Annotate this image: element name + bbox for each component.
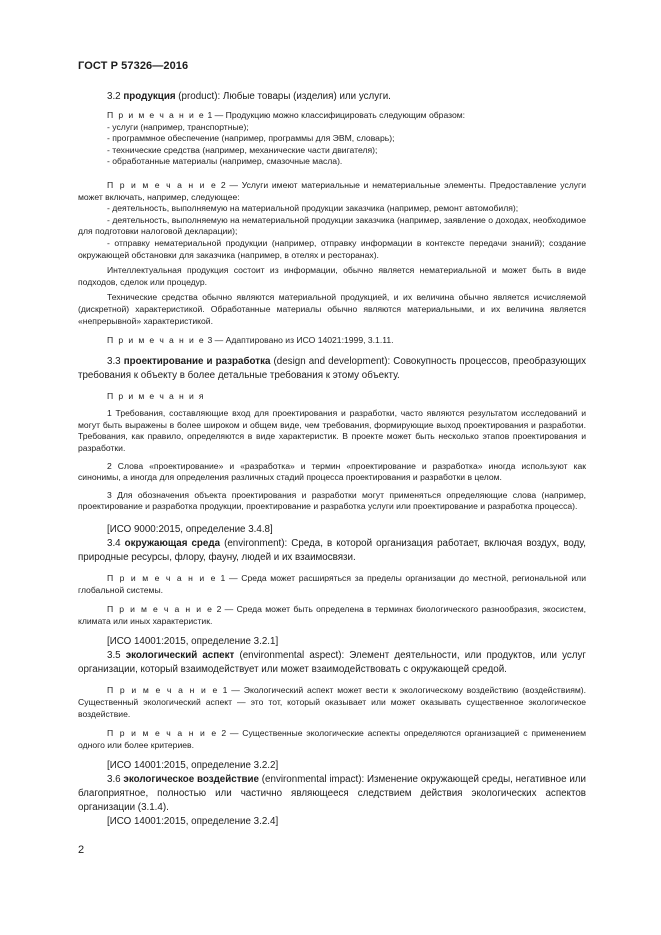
term-3-5 [78, 649, 586, 677]
note-3-5-1 [78, 685, 586, 720]
note-label: П р и м е ч а н и е [107, 604, 214, 615]
note-3-2-2 [78, 180, 586, 203]
term-definition: (environmental aspect): Элемент деятельности, или продуктов, или услуг организации, который взаимодействует или может взаимодействовать с окружающей средой. [78, 650, 586, 676]
term-number: 3.4 [107, 538, 125, 550]
term-number: 3.6 [107, 774, 124, 786]
note-label: П р и м е ч а н и е [107, 335, 206, 346]
list-item: - деятельность, выполняемую на материальной продукции заказчика (например, ремонт автомобиля); [107, 203, 519, 214]
note-label: П р и м е ч а н и е [107, 573, 217, 584]
note-3-5-2 [78, 728, 586, 751]
term-number: 3.2 [107, 91, 124, 102]
note-label: П р и м е ч а н и е [107, 685, 219, 696]
term-name: проектирование и разработка [123, 355, 271, 367]
term-3-4 [78, 537, 586, 565]
term-3-3 [78, 355, 586, 383]
list-item: - отправку нематериальной продукции (например, отправку информации в контексте передачи знаний); создание окружающей обстановки для заказчика (например, в отелях и ресторанах). [78, 237, 586, 260]
notes-label: П р и м е ч а н и я [107, 390, 205, 401]
notes-heading [78, 391, 586, 403]
page-content [78, 90, 586, 829]
note-paragraph: Интеллектуальная продукция состоит из информации, обычно является нематериальной и может быть в виде подходов, сделок или процедур. [78, 265, 586, 287]
list-item: - деятельность, выполняемую на нематериальной продукции заказчика (например, заявление о доходах, необходимое для подготовки налоговой декларации); [78, 214, 586, 237]
note-paragraph: Технические средства обычно являются материальной продукцией, и их величина обычно является исчисляемой (дискретной) характеристикой. Обработанные материалы обычно являются материальными, и их величина является «непрерывной» характеристикой. [78, 292, 586, 326]
term-3-2 [78, 90, 586, 104]
note-text: 2 — Существенные экологические аспекты определяются организацией с применением одного или более критериев. [78, 728, 586, 750]
term-definition: (design and development): Совокупность процессов, преобразующих требования к объекту в более детальные требования к этому объекту. [78, 355, 586, 381]
term-name: экологическое воздействие [123, 774, 260, 786]
note-text: 1 — Среда может расширяться за пределы организации до местной, региональной или глобальной системы. [78, 573, 586, 595]
note-3-3-2: 2 Слова «проектирование» и «разработка» и термин «проектирование и разработка» иногда используют как синонимы, а иногда для определения различных стадий процесса проектирования и разработки в целом. [78, 460, 586, 483]
page-number: 2 [78, 844, 85, 856]
note-3-2-1 [78, 110, 586, 122]
term-definition: (product): Любые товары (изделия) или услуги. [175, 91, 391, 102]
list-item: - услуги (например, транспортные); [107, 121, 249, 132]
source-reference: [ИСО 14001:2015, определение 3.2.1] [107, 636, 279, 648]
note-text: 3 — Адаптировано из ИСО 14021:1999, 3.1.11. [205, 335, 394, 346]
document-header: ГОСТ Р 57326—2016 [78, 60, 189, 72]
term-definition: (environment): Среда, в которой организация работает, включая воздух, воду, природные ресурсы, флору, фауну, людей и их взаимосвязи. [78, 538, 587, 564]
term-3-6 [78, 773, 586, 815]
note-label: П р и м е ч а н и е [107, 110, 206, 120]
note-text: 2 — Услуги имеют материальные и нематериальные элементы. Предоставление услуги может включать, например, следующее: [78, 179, 586, 202]
list-item: - программное обеспечение (например, программы для ЭВМ, словарь); [107, 133, 395, 144]
list-item: - технические средства (например, механические части двигателя); [107, 144, 378, 155]
note-3-3-3: 3 Для обозначения объекта проектирования и разработки могут применяться определяющие слова (например, проектирование и разработка продукции, проектирование и разработка услуги или проектирование и разработка процесса). [78, 489, 586, 512]
note-3-3-1: 1 Требования, составляющие вход для проектирования и разработки, часто являются результатом исследований и могут быть выражены в более широком и общем виде, чем требования, формирующие выход проектирования и разработки. Требования, как правило, определяются в виде характеристик. В проекте может быть несколько этапов проектирования и разработки. [78, 408, 586, 454]
term-name: продукция [123, 91, 176, 102]
note-text: 2 — Среда может быть определена в терминах биологического разнообразия, экосистем, климата или иных характеристик. [78, 604, 586, 626]
source-reference: [ИСО 14001:2015, определение 3.2.4] [107, 816, 279, 828]
list-item: - обработанные материалы (например, смазочные масла). [107, 156, 343, 167]
term-number: 3.5 [107, 650, 126, 662]
term-number: 3.3 [107, 355, 124, 367]
source-reference: [ИСО 9000:2015, определение 3.4.8] [107, 524, 273, 536]
note-label: П р и м е ч а н и е [107, 728, 218, 739]
note-label: П р и м е ч а н и е [107, 179, 218, 190]
note-3-4-2 [78, 604, 586, 627]
term-name: окружающая среда [124, 538, 221, 550]
term-name: экологический аспект [125, 650, 235, 662]
note-3-2-3 [78, 335, 586, 347]
note-3-4-1 [78, 573, 586, 596]
source-reference: [ИСО 14001:2015, определение 3.2.2] [107, 760, 279, 772]
term-definition: (environmental impact): Изменение окружающей среды, негативное или благоприятное, полностью или частично являющееся следствием действия экологических аспектов организации (3.1.4). [78, 774, 586, 814]
note-text: 1 — Экологический аспект может вести к экологическому воздействию (воздействиям). Существенный экологический аспект — это тот, который оказывает или может оказывать существенное экологическое воздействие. [78, 685, 587, 719]
note-text: 1 — Продукцию можно классифицировать следующим образом: [205, 110, 466, 120]
